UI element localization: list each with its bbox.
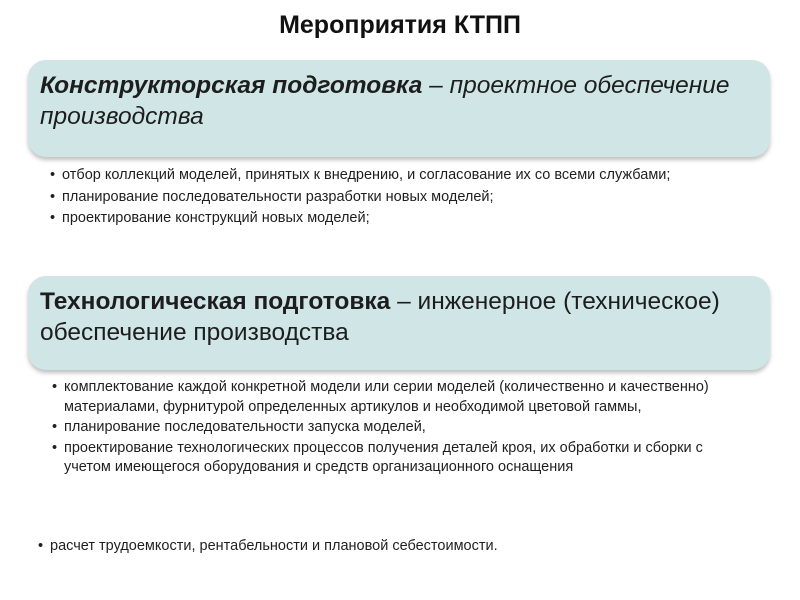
general-task-list	[38, 537, 758, 559]
list-item: • планирование последовательности запуска моделей,	[52, 418, 732, 438]
list-item: • комплектование каждой конкретной модели или серии моделей (количественно и качественно) материалами, фурнитурой определенных артикулов и необходимой цветовой гаммы,	[52, 378, 732, 417]
section-heading-technology: Технологическая подготовка	[40, 288, 391, 315]
list-item: • проектирование технологических процессов получения деталей кроя, их обработки и сборки с учетом имеющегося оборудования и средств организационного оснащения	[52, 439, 732, 478]
section-heading-design: Конструкторская подготовка	[40, 72, 423, 99]
list-item: • планирование последовательности разработки новых моделей;	[50, 188, 730, 208]
page-title: Мероприятия КТПП	[279, 11, 521, 39]
design-task-list	[50, 166, 730, 231]
list-item: • расчет трудоемкости, рентабельности и плановой себестоимости.	[38, 537, 758, 557]
list-item: • отбор коллекций моделей, принятых к внедрению, и согласование их со всеми службами;	[50, 166, 730, 186]
list-item: • проектирование конструкций новых моделей;	[50, 209, 730, 229]
section-banner-design	[28, 60, 770, 157]
technology-task-list	[52, 378, 732, 479]
section-description-technology: – инженерное (техническое) обеспечение производства	[40, 288, 720, 346]
section-banner-technology	[28, 276, 770, 370]
section-description-design: – проектное обеспечение производства	[40, 72, 730, 130]
section-banner-text	[40, 286, 758, 348]
section-banner-text	[40, 70, 758, 132]
